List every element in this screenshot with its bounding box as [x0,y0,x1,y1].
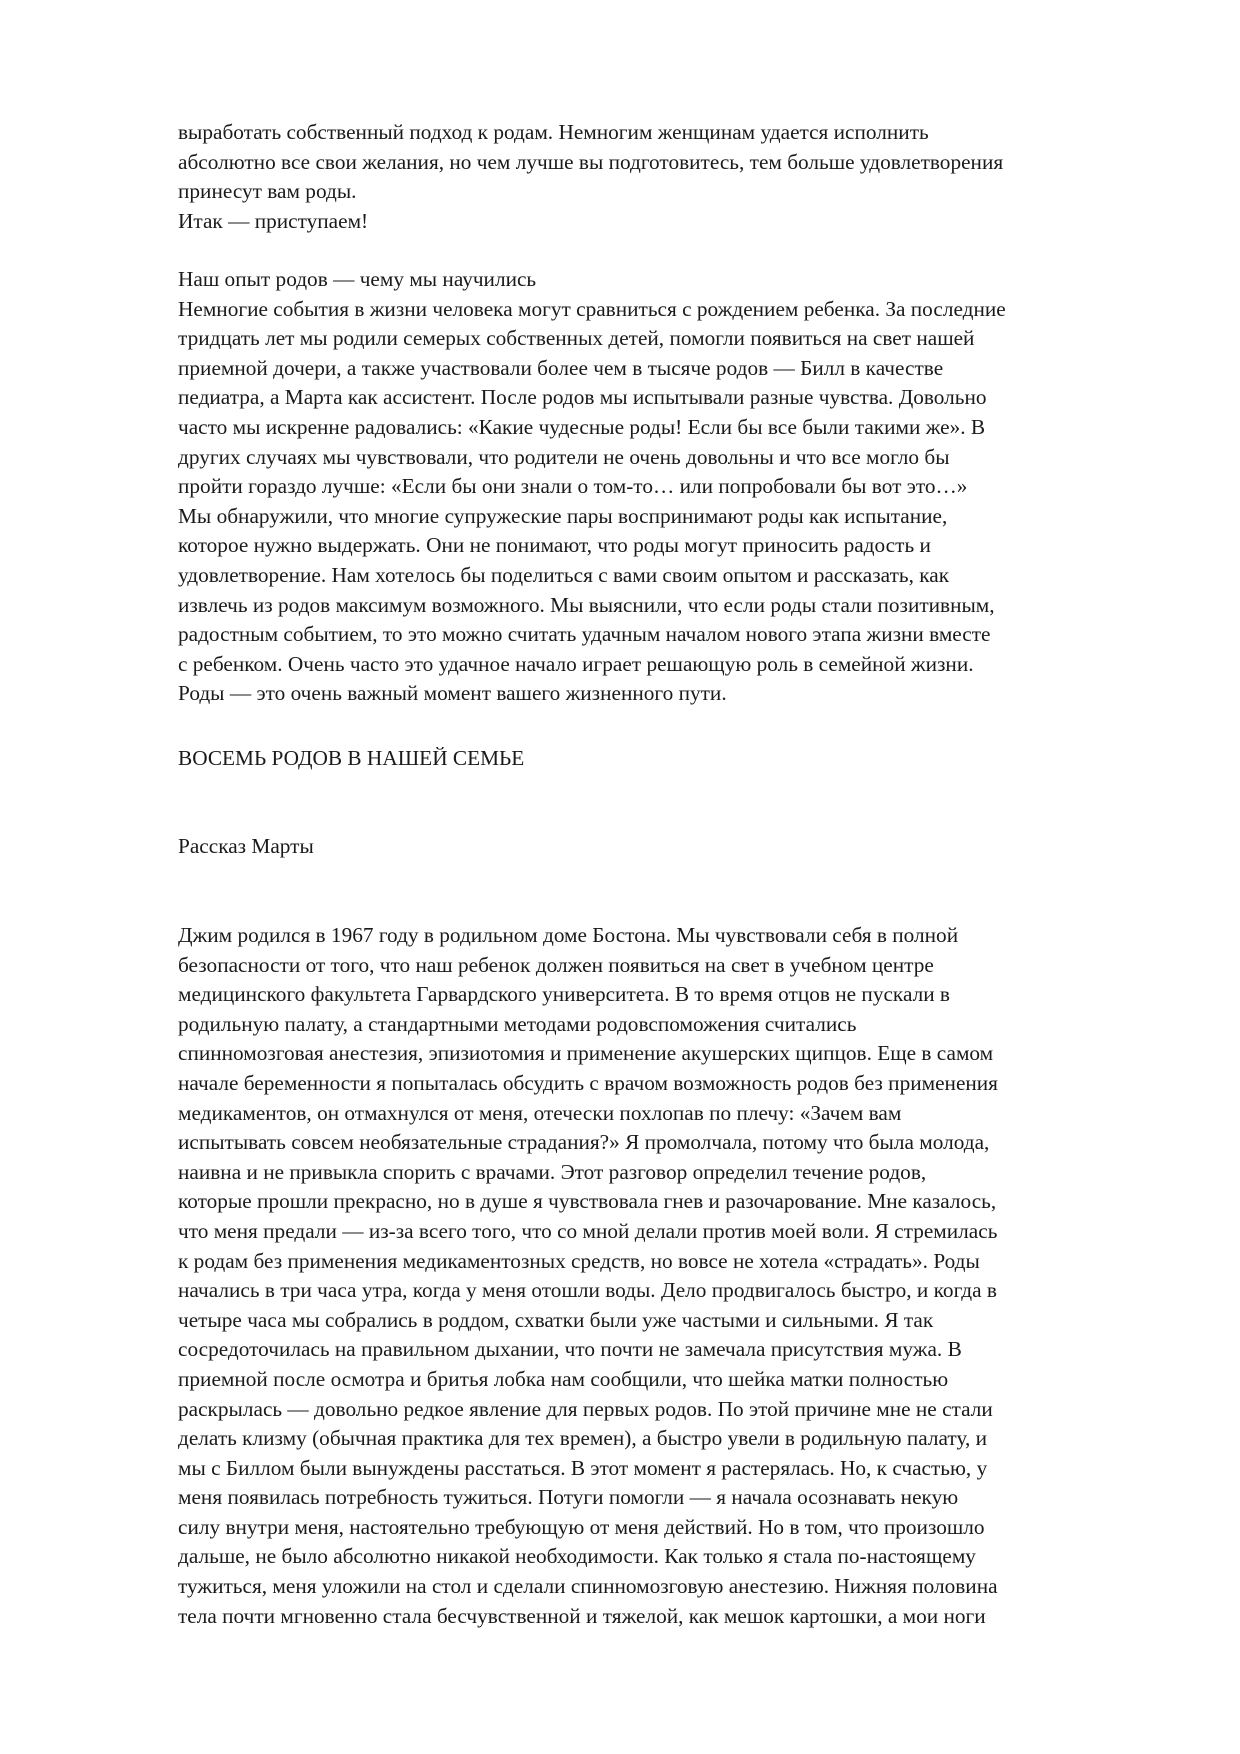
text-line: сосредоточилась на правильном дыхании, что почти не замечала присутствия мужа. В [178,1337,962,1362]
text-line: силу внутри меня, настоятельно требующую от меня действий. Но в том, что произошло [178,1514,985,1539]
section-subtitle: Рассказ Марты [178,834,314,858]
chapter-title: ВОСЕМЬ РОДОВ В НАШЕЙ СЕМЬЕ [178,746,525,770]
text-line: которое нужно выдержать. Они не понимают, что роды могут приносить радость и [178,533,931,558]
text-line: начале беременности я попыталась обсудить с врачом возможность родов без применения [178,1070,998,1095]
text-line: других случаях мы чувствовали, что родители не очень довольны и что все могло бы [178,444,950,469]
text-line: педиатра, а Марта как ассистент. После родов мы испытывали разные чувства. Довольно [178,385,987,410]
intro-paragraph [178,118,1178,236]
text-line: спинномозговая анестезия, эпизиотомия и применение акушерских щипцов. Еще в самом [178,1041,994,1066]
text-line: тела почти мгновенно стала бесчувственной и тяжелой, как мешок картошки, а мои ноги [178,1603,986,1628]
text-line: удовлетворение. Нам хотелось бы поделиться с вами своим опытом и рассказать, как [178,562,950,587]
text-line: которые прошли прекрасно, но в душе я чувствовала гнев и разочарование. Мне казалось, [178,1189,997,1214]
text-line: извлечь из родов максимум возможного. Мы выяснили, что если роды стали позитивным, [178,592,995,617]
text-line: делать клизму (обычная практика для тех времен), а быстро увели в родильную палату, и [178,1426,987,1451]
text-line: меня появилась потребность тужиться. Потуги помогли — я начала осознавать некую [178,1485,959,1510]
text-line: тужиться, меня уложили на стол и сделали спинномозговую анестезию. Нижняя половина [178,1574,998,1599]
text-line: медикаментов, он отмахнулся от меня, отечески похлопав по плечу: «Зачем вам [178,1100,902,1125]
text-line: часто мы искренне радовались: «Какие чудесные роды! Если бы все были такими же». В [178,414,986,439]
text-line: медицинского факультета Гарвардского университета. В то время отцов не пускали в [178,982,950,1007]
text-line: раскрылась — довольно редкое явление для первых родов. По этой причине мне не стали [178,1396,993,1421]
text-line: выработать собственный подход к родам. Немногим женщинам удается исполнить [178,120,929,144]
text-line: четыре часа мы собрались в роддом, схватки были уже частыми и сильными. Я так [178,1307,934,1332]
text-line: приемной после осмотра и бритья лобка нам сообщили, что шейка матки полностью [178,1366,949,1391]
text-line: родильную палату, а стандартными методами родовспоможения считались [178,1011,857,1036]
text-line: дальше, не было абсолютно никакой необходимости. Как только я стала по-настоящему [178,1544,976,1569]
text-line: безопасности от того, что наш ребенок должен появиться на свет в учебном центре [178,952,934,977]
text-line: пройти гораздо лучше: «Если бы они знали о том-то… или попробовали бы вот это…» [178,474,968,499]
text-line: наивна и не привыкла спорить с врачами. Этот разговор определил течение родов, [178,1159,927,1184]
story-paragraph [178,921,1178,1631]
text-line: что меня предали — из-за всего того, что со мной делали против моей воли. Я стремилась [178,1218,998,1243]
text-line: радостным событием, то это можно считать удачным началом нового этапа жизни вместе [178,622,991,647]
text-line: с ребенком. Очень часто это удачное начало играет решающую роль в семейной жизни. [178,651,974,676]
text-line: Джим родился в 1967 году в родильном доме Бостона. Мы чувствовали себя в полной [178,923,959,947]
text-line: Наш опыт родов — чему мы научились [178,267,537,291]
text-line: приемной дочери, а также участвовали более чем в тысяче родов — Билл в качестве [178,355,944,380]
text-line: принесут вам роды. [178,179,357,204]
text-line: абсолютно все свои желания, но чем лучше вы подготовитесь, тем больше удовлетворения [178,149,1004,174]
text-line: начались в три часа утра, когда у меня отошли воды. Дело продвигалось быстро, и когда в [178,1278,997,1303]
text-line: тридцать лет мы родили семерых собственных детей, помогли появиться на свет нашей [178,326,975,351]
text-line: мы с Биллом были вынуждены расстаться. В этот момент я растерялась. Но, к счастью, у [178,1455,988,1480]
experience-section [178,265,1178,709]
text-line: к родам без применения медикаментозных средств, но вовсе не хотела «страдать». Роды [178,1248,980,1273]
text-line: Мы обнаружили, что многие супружеские пары воспринимают роды как испытание, [178,503,948,528]
text-line: испытывать совсем необязательные страдания?» Я промолчала, потому что была молода, [178,1130,990,1155]
text-line: Немногие события в жизни человека могут сравниться с рождением ребенка. За последние [178,296,1006,321]
text-line: Роды — это очень важный момент вашего жизненного пути. [178,681,727,706]
text-line: Итак — приступаем! [178,208,369,233]
